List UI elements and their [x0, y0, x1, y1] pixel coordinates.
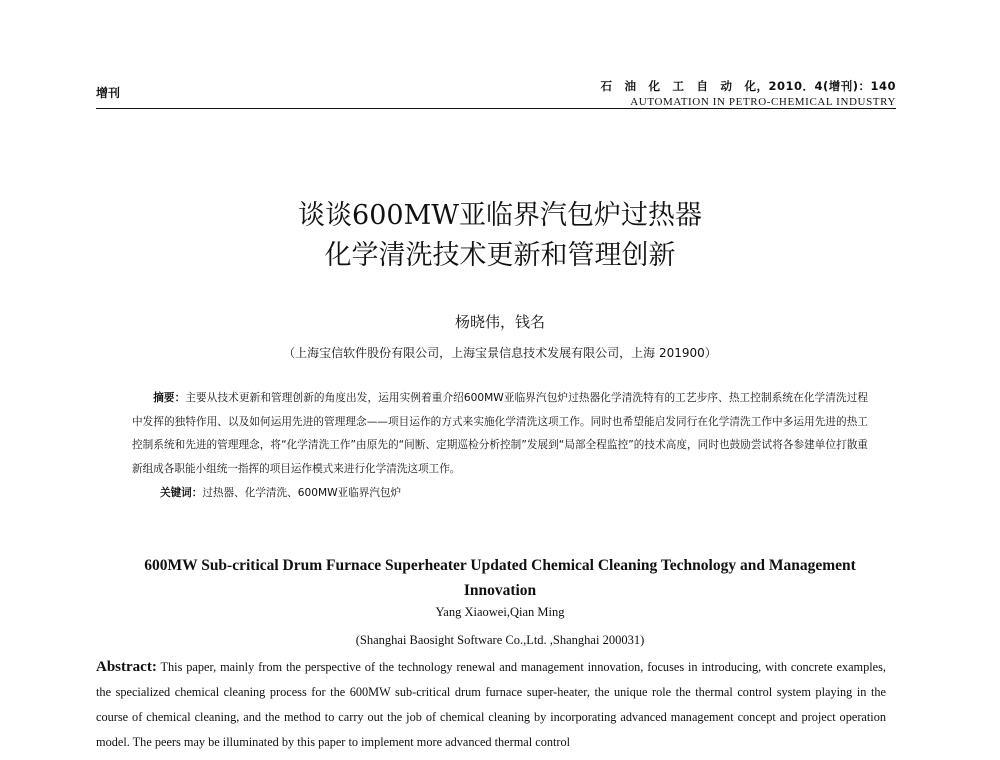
paper-title-en	[96, 553, 904, 603]
paper-title-cn-line1: 谈谈600MW亚临界汽包炉过热器	[298, 200, 702, 231]
abstract-cn-text: 主要从技术更新和管理创新的角度出发，运用实例着重介绍600MW亚临界汽包炉过热器化学清洗特有的工艺步序、热工控制系统在化学清洗过程中发挥的独特作用、以及如何运用先进的管理理念——项目运作的方式来实施化学清洗这项工作。同时也希望能启发同行在化学清洗工作中多运用先进的热工控制系统和先进的管理理念，将“化学清洗工作”由原先的“间断、定期巡检分析控制”发展到“局部全程监控”的技术高度，同时也鼓励尝试将各参建单位打散重新组成各职能小组统一指挥的项目运作模式来进行化学清洗这项工作。	[132, 392, 869, 475]
keywords-cn	[160, 485, 401, 500]
authors-cn: 杨晓伟，钱名	[454, 313, 545, 331]
abstract-en-text: This paper, mainly from the perspective of the technology renewal and management innovation, focuses in introducing, with concrete examples, the specialized chemical cleaning process for the 600MW sub-critical drum furnace super-heater, the unique role the thermal control system playing in the course of chemical cleaning, and the method to carry out the job of chemical cleaning by incorporating advanced management concept and project operation model. The peers may be illuminated by this paper to implement more advanced thermal control	[96, 660, 886, 749]
keywords-cn-text: 过热器、化学清洗、600MW亚临界汽包炉	[202, 487, 402, 499]
supplement-label: 增刊	[96, 86, 121, 100]
abstract-cn-label: 摘要：	[153, 392, 186, 404]
affiliation-en: (Shanghai Baosight Software Co.,Ltd. ,Shanghai 200031)	[355, 633, 645, 647]
paper-title-en-line1: 600MW Sub-critical Drum Furnace Superheater Updated Chemical Cleaning Technology and Management	[144, 557, 856, 574]
paper-title-en-line2: Innovation	[463, 582, 537, 599]
journal-header	[560, 78, 896, 108]
abstract-en	[96, 655, 886, 755]
authors-en: Yang Xiaowei,Qian Ming	[435, 605, 565, 619]
paper-title-cn-line2: 化学清洗技术更新和管理创新	[324, 240, 676, 271]
keywords-cn-label: 关键词：	[160, 487, 203, 499]
abstract-cn	[132, 387, 868, 481]
header-divider	[96, 108, 896, 109]
abstract-en-label: Abstract:	[96, 659, 157, 675]
affiliation-cn: （上海宝信软件股份有限公司，上海宝景信息技术发展有限公司，上海 201900）	[283, 346, 717, 360]
paper-title-cn	[100, 196, 900, 276]
journal-name-cn: 石 油 化 工 自 动 化，2010．4(增刊)：140	[600, 79, 896, 93]
journal-name-en: AUTOMATION IN PETRO-CHEMICAL INDUSTRY	[630, 96, 896, 108]
